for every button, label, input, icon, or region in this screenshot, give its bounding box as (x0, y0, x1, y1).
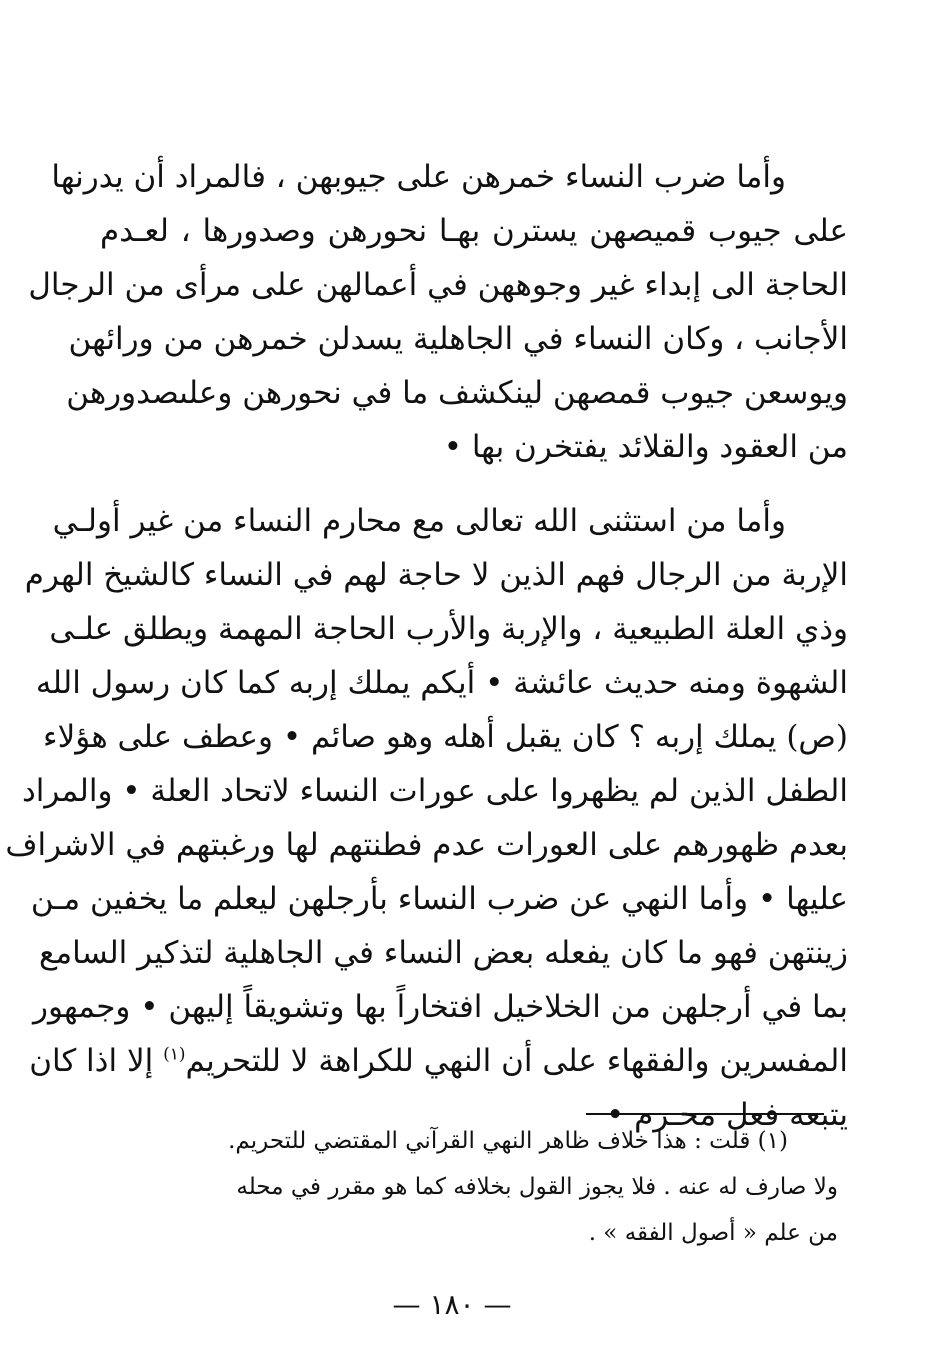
page-number: — ١٨٠ — (392, 1288, 512, 1321)
paragraph-2 (5, 494, 848, 1142)
text-line: ويوسعن جيوب قمصهن لينكشف ما في نحورهن وعلىصدورهن (66, 375, 848, 411)
footnote-line: ولا صارف له عنه . فلا يجوز القول بخلافه كما هو مقرر في محله (236, 1174, 838, 1200)
text-line: الطفل الذين لم يظهروا على عورات النساء لاتحاد العلة • والمراد (21, 773, 848, 809)
paragraph-1 (28, 150, 848, 474)
text-line: عليها • وأما النهي عن ضرب النساء بأرجلهن ليعلم ما يخفين مـن (30, 881, 848, 917)
footnote-reference: (١) (163, 1044, 186, 1065)
text-line: من العقود والقلائد يفتخرن بها • (443, 429, 848, 465)
text-line: الإربة من الرجال فهم الذين لا حاجة لهم في النساء كالشيخ الهرم (24, 557, 848, 593)
text-line: وأما ضرب النساء خمرهن على جيوبهن ، فالمراد أن يدرنها (51, 159, 786, 195)
footnote-line: من علم « أصول الفقه » . (588, 1220, 838, 1246)
text-line: الشهوة ومنه حديث عائشة • أيكم يملك إربه كما كان رسول الله (35, 665, 848, 701)
text-line: على جيوب قميصهن يسترن بهـا نحورهن وصدورها ، لعـدم (100, 213, 848, 249)
footnote-line: (١) قلت : هذا خلاف ظاهر النهي القرآني المقتضي للتحريم. (228, 1128, 788, 1154)
text-segment: المفسرين والفقهاء على أن النهي للكراهة لا للتحريم (185, 1043, 848, 1079)
text-line: بعدم ظهورهم على العورات عدم فطنتهم لها ورغبتهم في الاشراف (5, 827, 848, 863)
text-line: وذي العلة الطبيعية ، والإربة والأرب الحاجة المهمة ويطلق علـى (49, 611, 848, 647)
text-line: (ص) يملك إربه ؟ كان يقبل أهله وهو صائم • وعطف على هؤلاء (43, 719, 848, 755)
text-line: الحاجة الى إبداء غير وجوههن في أعمالهن على مرأى من الرجال (28, 267, 848, 303)
text-line: يتبعه فعل محـرم • (605, 1097, 848, 1133)
text-segment: إلا اذا كان (29, 1043, 164, 1079)
text-line: زينتهن فهو ما كان يفعله بعض النساء في الجاهلية لتذكير السامع (39, 935, 848, 971)
main-text (5, 150, 848, 1142)
footnote-divider (586, 1113, 824, 1115)
footnotes (112, 1118, 838, 1256)
text-line: بما في أرجلهن من الخلاخيل افتخاراً بها وتشويقاً إليهن • وجمهور (33, 989, 848, 1025)
text-line: الأجانب ، وكان النساء في الجاهلية يسدلن خمرهن من ورائهن (68, 321, 848, 357)
text-line-with-footnote (29, 1034, 848, 1088)
text-line: وأما من استثنى الله تعالى مع محارم النساء من غير أولـي (52, 503, 786, 539)
